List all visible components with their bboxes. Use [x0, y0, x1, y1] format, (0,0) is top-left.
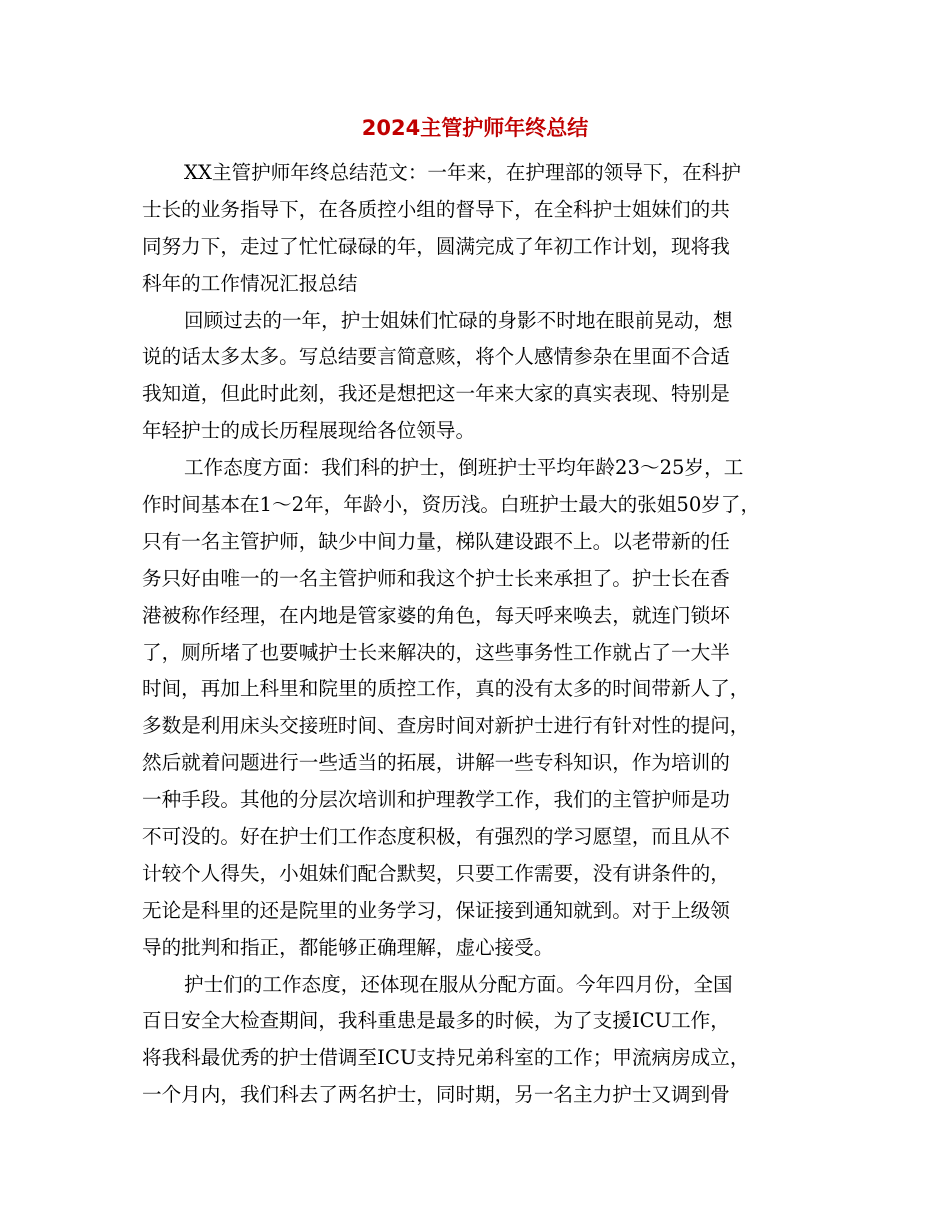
text-line: 只有一名主管护师，缺少中间力量，梯队建设跟不上。以老带新的任: [142, 529, 730, 553]
text-line: 无论是科里的还是院里的业务学习，保证接到通知就到。对于上级领: [142, 898, 730, 922]
text-line: 港被称作经理，在内地是管家婆的角色，每天呼来唤去，就连门锁坏: [142, 603, 730, 627]
text-line: 回顾过去的一年，护士姐妹们忙碌的身影不时地在眼前晃动，想: [184, 308, 733, 332]
text-line: 士长的业务指导下，在各质控小组的督导下，在全科护士姐妹们的共: [142, 197, 730, 221]
document-body: [142, 155, 832, 1114]
text-line: 了，厕所堵了也要喊护士长来解决的，这些事务性工作就占了一大半: [142, 640, 730, 664]
text-line: 时间，再加上科里和院里的质控工作，真的没有太多的时间带新人了，: [142, 677, 750, 701]
text-line: 工作态度方面：我们科的护士，倒班护士平均年龄23～25岁，工: [184, 456, 744, 480]
text-line: 不可没的。好在护士们工作态度积极，有强烈的学习愿望，而且从不: [142, 825, 730, 849]
text-line: 护士们的工作态度，还体现在服从分配方面。今年四月份，全国: [184, 972, 733, 996]
text-line: 导的批判和指正，都能够正确理解，虚心接受。: [142, 935, 554, 959]
text-line: 多数是利用床头交接班时间、查房时间对新护士进行有针对性的提问，: [142, 714, 750, 738]
text-line: 将我科最优秀的护士借调至ICU支持兄弟科室的工作；甲流病房成立，: [142, 1046, 750, 1070]
text-line: 同努力下，走过了忙忙碌碌的年，圆满完成了年初工作计划，现将我: [142, 234, 730, 258]
text-line: 我知道，但此时此刻，我还是想把这一年来大家的真实表现、特别是: [142, 382, 730, 406]
text-line: 科年的工作情况汇报总结: [142, 271, 358, 295]
text-line: 百日安全大检查期间，我科重患是最多的时候，为了支援ICU工作，: [142, 1009, 730, 1033]
document-title: 2024主管护师年终总结: [361, 116, 589, 140]
text-line: 年轻护士的成长历程展现给各位领导。: [142, 419, 476, 443]
text-line: XX主管护师年终总结范文：一年来，在护理部的领导下，在科护: [184, 161, 741, 184]
text-line: 作时间基本在1～2年，年龄小，资历浅。白班护士最大的张姐50岁了，: [142, 493, 761, 517]
text-line: 务只好由唯一的一名主管护师和我这个护士长来承担了。护士长在香: [142, 566, 730, 590]
text-line: 然后就着问题进行一些适当的拓展，讲解一些专科知识，作为培训的: [142, 751, 730, 775]
text-line: 计较个人得失，小姐妹们配合默契，只要工作需要，没有讲条件的，: [142, 861, 730, 885]
text-line: 一个月内，我们科去了两名护士，同时期，另一名主力护士又调到骨: [142, 1083, 730, 1107]
text-line: 一种手段。其他的分层次培训和护理教学工作，我们的主管护师是功: [142, 788, 730, 812]
text-line: 说的话太多太多。写总结要言简意赅，将个人感情参杂在里面不合适: [142, 345, 730, 369]
